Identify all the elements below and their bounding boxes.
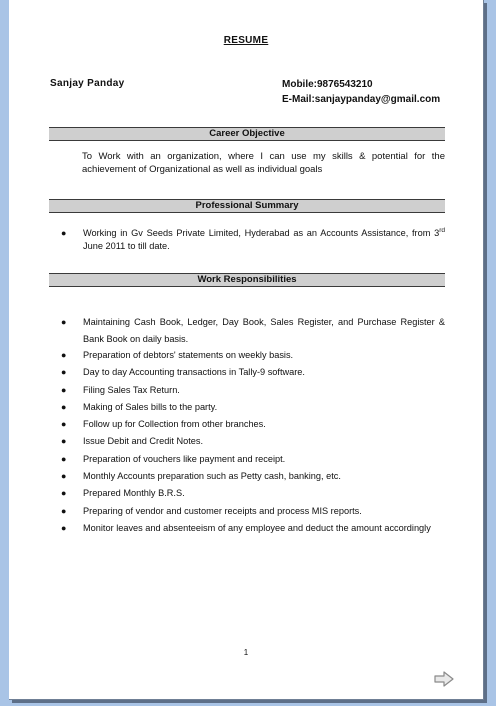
page-title: RESUME [223, 35, 269, 46]
bullet-icon: ● [61, 471, 67, 482]
list-item [61, 314, 445, 348]
list-item [61, 349, 445, 361]
bullet-icon: ● [61, 367, 67, 378]
bullet-icon: ● [61, 505, 67, 516]
arrow-right-icon[interactable] [433, 670, 455, 688]
bullet-icon: ● [61, 419, 67, 430]
bullet-icon: ● [61, 522, 67, 533]
list-item [61, 418, 445, 430]
list-item [61, 487, 445, 499]
list-item [61, 366, 445, 378]
section-heading-career-objective: Career Objective [49, 127, 445, 141]
list-item [61, 505, 445, 517]
contact-block [282, 77, 440, 107]
candidate-name: Sanjay Panday [50, 78, 125, 89]
responsibility-text: Day to day Accounting transactions in Tally-9 software. [83, 367, 305, 378]
responsibility-text: Making of Sales bills to the party. [83, 401, 218, 412]
page-number: 1 [243, 648, 249, 657]
list-item [61, 384, 445, 396]
bullet-icon: ● [61, 317, 67, 327]
list-item [61, 522, 445, 534]
list-item [61, 401, 445, 413]
responsibility-text: Monitor leaves and absenteeism of any employee and deduct the amount accordingly [83, 522, 431, 533]
bullet-icon: ● [61, 350, 67, 360]
responsibility-text: Prepared Monthly B.R.S. [83, 488, 185, 499]
list-item [61, 453, 445, 465]
career-objective-text: To Work with an organization, where I can use my skills & potential for the achievement of Organizational as well as individual goals [82, 151, 445, 175]
responsibility-text: Issue Debit and Credit Notes. [83, 436, 204, 447]
professional-summary-list [61, 227, 445, 253]
list-item [61, 435, 445, 447]
list-item [61, 470, 445, 482]
responsibility-text: Preparation of debtors' statements on weekly basis. [83, 350, 294, 360]
responsibility-text: Monthly Accounts preparation such as Petty cash, banking, etc. [83, 471, 341, 482]
summary-date-suffix: rd [439, 226, 445, 234]
summary-text: Working in Gv Seeds Private Limited, Hyderabad as an Accounts Assistance, from 3 [83, 228, 440, 238]
responsibility-text: Follow up for Collection from other branches. [83, 419, 266, 430]
section-heading-work-responsibilities: Work Responsibilities [49, 273, 445, 287]
responsibility-text: Preparation of vouchers like payment and receipt. [83, 453, 286, 464]
bullet-icon: ● [61, 384, 67, 395]
mobile-number: Mobile:9876543210 [282, 79, 373, 90]
responsibility-text: Filing Sales Tax Return. [83, 384, 180, 395]
bullet-icon: ● [61, 488, 67, 499]
bullet-icon: ● [61, 228, 67, 238]
section-heading-professional-summary: Professional Summary [49, 199, 445, 213]
responsibility-text: Preparing of vendor and customer receipts and process MIS reports. [83, 505, 362, 516]
list-item [61, 227, 445, 253]
bullet-icon: ● [61, 436, 67, 447]
bullet-icon: ● [61, 401, 67, 412]
bullet-icon: ● [61, 453, 67, 464]
email-address: E-Mail:sanjaypanday@gmail.com [282, 94, 441, 105]
summary-text-end: June 2011 to till date. [83, 241, 170, 251]
resume-page [9, 0, 484, 700]
responsibility-text: Maintaining Cash Book, Ledger, Day Book, Sales Register, and Purchase Register & Bank Book on daily basis. [83, 317, 445, 344]
work-responsibilities-list [61, 314, 445, 539]
